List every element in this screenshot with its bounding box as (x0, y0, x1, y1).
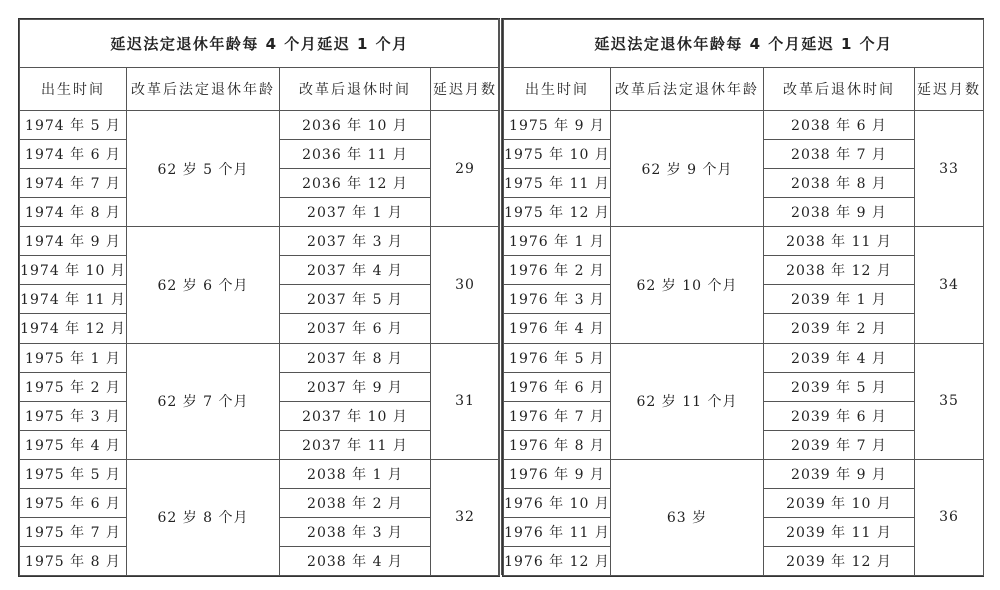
birth-time-cell: 1974 年 6 月 (20, 140, 127, 169)
birth-time-cell: 1976 年 12 月 (504, 546, 611, 575)
retirement-time-cell: 2038 年 11 月 (764, 227, 915, 256)
birth-time-cell: 1974 年 9 月 (20, 227, 127, 256)
header-retirement-age: 改革后法定退休年龄 (127, 68, 280, 111)
table-row (20, 227, 500, 256)
right-table-body (504, 111, 984, 576)
birth-time-cell: 1976 年 6 月 (504, 372, 611, 401)
retirement-time-cell: 2037 年 5 月 (280, 285, 431, 314)
retirement-time-cell: 2039 年 9 月 (764, 459, 915, 488)
birth-time-cell: 1976 年 9 月 (504, 459, 611, 488)
right-table-panel (502, 18, 984, 577)
retirement-time-cell: 2037 年 8 月 (280, 343, 431, 372)
left-table-title: 延迟法定退休年龄每 4 个月延迟 1 个月 (20, 20, 500, 68)
birth-time-cell: 1976 年 4 月 (504, 314, 611, 343)
retirement-time-cell: 2038 年 8 月 (764, 169, 915, 198)
birth-time-cell: 1974 年 11 月 (20, 285, 127, 314)
header-retirement-age: 改革后法定退休年龄 (611, 68, 764, 111)
delay-months-cell: 30 (431, 227, 500, 343)
retirement-time-cell: 2038 年 1 月 (280, 459, 431, 488)
birth-time-cell: 1976 年 11 月 (504, 517, 611, 546)
retirement-time-cell: 2039 年 4 月 (764, 343, 915, 372)
table-row (504, 459, 984, 488)
birth-time-cell: 1974 年 8 月 (20, 198, 127, 227)
birth-time-cell: 1976 年 3 月 (504, 285, 611, 314)
retirement-time-cell: 2039 年 10 月 (764, 488, 915, 517)
header-delay-months: 延迟月数 (431, 68, 500, 111)
birth-time-cell: 1975 年 8 月 (20, 546, 127, 575)
retirement-time-cell: 2037 年 3 月 (280, 227, 431, 256)
left-table (19, 19, 500, 576)
birth-time-cell: 1974 年 10 月 (20, 256, 127, 285)
table-row (504, 343, 984, 372)
retirement-age-cell: 62 岁 7 个月 (127, 343, 280, 459)
retirement-tables (18, 18, 982, 576)
retirement-age-cell: 62 岁 6 个月 (127, 227, 280, 343)
retirement-age-cell: 62 岁 5 个月 (127, 111, 280, 227)
birth-time-cell: 1976 年 1 月 (504, 227, 611, 256)
header-birth-time: 出生时间 (20, 68, 127, 111)
retirement-time-cell: 2037 年 9 月 (280, 372, 431, 401)
birth-time-cell: 1975 年 10 月 (504, 140, 611, 169)
retirement-time-cell: 2039 年 7 月 (764, 430, 915, 459)
birth-time-cell: 1974 年 7 月 (20, 169, 127, 198)
retirement-time-cell: 2037 年 1 月 (280, 198, 431, 227)
retirement-time-cell: 2039 年 6 月 (764, 401, 915, 430)
delay-months-cell: 33 (915, 111, 984, 227)
birth-time-cell: 1974 年 5 月 (20, 111, 127, 140)
delay-months-cell: 36 (915, 459, 984, 575)
birth-time-cell: 1975 年 11 月 (504, 169, 611, 198)
retirement-age-cell: 63 岁 (611, 459, 764, 575)
table-row (504, 111, 984, 140)
left-table-panel (18, 18, 500, 577)
retirement-age-cell: 62 岁 8 个月 (127, 459, 280, 575)
birth-time-cell: 1974 年 12 月 (20, 314, 127, 343)
birth-time-cell: 1975 年 4 月 (20, 430, 127, 459)
delay-months-cell: 32 (431, 459, 500, 575)
delay-months-cell: 34 (915, 227, 984, 343)
retirement-time-cell: 2039 年 12 月 (764, 546, 915, 575)
retirement-age-cell: 62 岁 11 个月 (611, 343, 764, 459)
right-table (503, 19, 984, 576)
table-row (504, 227, 984, 256)
retirement-time-cell: 2037 年 11 月 (280, 430, 431, 459)
retirement-age-cell: 62 岁 10 个月 (611, 227, 764, 343)
birth-time-cell: 1975 年 7 月 (20, 517, 127, 546)
retirement-time-cell: 2036 年 12 月 (280, 169, 431, 198)
birth-time-cell: 1975 年 1 月 (20, 343, 127, 372)
birth-time-cell: 1975 年 3 月 (20, 401, 127, 430)
retirement-time-cell: 2039 年 11 月 (764, 517, 915, 546)
retirement-time-cell: 2038 年 7 月 (764, 140, 915, 169)
header-birth-time: 出生时间 (504, 68, 611, 111)
retirement-time-cell: 2039 年 1 月 (764, 285, 915, 314)
birth-time-cell: 1976 年 2 月 (504, 256, 611, 285)
retirement-time-cell: 2039 年 5 月 (764, 372, 915, 401)
table-row (20, 343, 500, 372)
retirement-time-cell: 2038 年 9 月 (764, 198, 915, 227)
retirement-time-cell: 2036 年 11 月 (280, 140, 431, 169)
header-retirement-time: 改革后退休时间 (280, 68, 431, 111)
right-table-title: 延迟法定退休年龄每 4 个月延迟 1 个月 (504, 20, 984, 68)
delay-months-cell: 35 (915, 343, 984, 459)
birth-time-cell: 1975 年 12 月 (504, 198, 611, 227)
birth-time-cell: 1975 年 9 月 (504, 111, 611, 140)
retirement-age-cell: 62 岁 9 个月 (611, 111, 764, 227)
retirement-time-cell: 2038 年 3 月 (280, 517, 431, 546)
birth-time-cell: 1975 年 2 月 (20, 372, 127, 401)
birth-time-cell: 1976 年 5 月 (504, 343, 611, 372)
retirement-time-cell: 2037 年 10 月 (280, 401, 431, 430)
delay-months-cell: 31 (431, 343, 500, 459)
header-delay-months: 延迟月数 (915, 68, 984, 111)
table-row (20, 111, 500, 140)
retirement-time-cell: 2038 年 2 月 (280, 488, 431, 517)
birth-time-cell: 1976 年 8 月 (504, 430, 611, 459)
birth-time-cell: 1976 年 7 月 (504, 401, 611, 430)
retirement-time-cell: 2038 年 6 月 (764, 111, 915, 140)
table-row (20, 459, 500, 488)
retirement-time-cell: 2037 年 6 月 (280, 314, 431, 343)
retirement-time-cell: 2037 年 4 月 (280, 256, 431, 285)
retirement-time-cell: 2039 年 2 月 (764, 314, 915, 343)
retirement-time-cell: 2038 年 4 月 (280, 546, 431, 575)
birth-time-cell: 1975 年 6 月 (20, 488, 127, 517)
birth-time-cell: 1975 年 5 月 (20, 459, 127, 488)
delay-months-cell: 29 (431, 111, 500, 227)
birth-time-cell: 1976 年 10 月 (504, 488, 611, 517)
retirement-time-cell: 2036 年 10 月 (280, 111, 431, 140)
header-retirement-time: 改革后退休时间 (764, 68, 915, 111)
retirement-time-cell: 2038 年 12 月 (764, 256, 915, 285)
left-table-body (20, 111, 500, 576)
